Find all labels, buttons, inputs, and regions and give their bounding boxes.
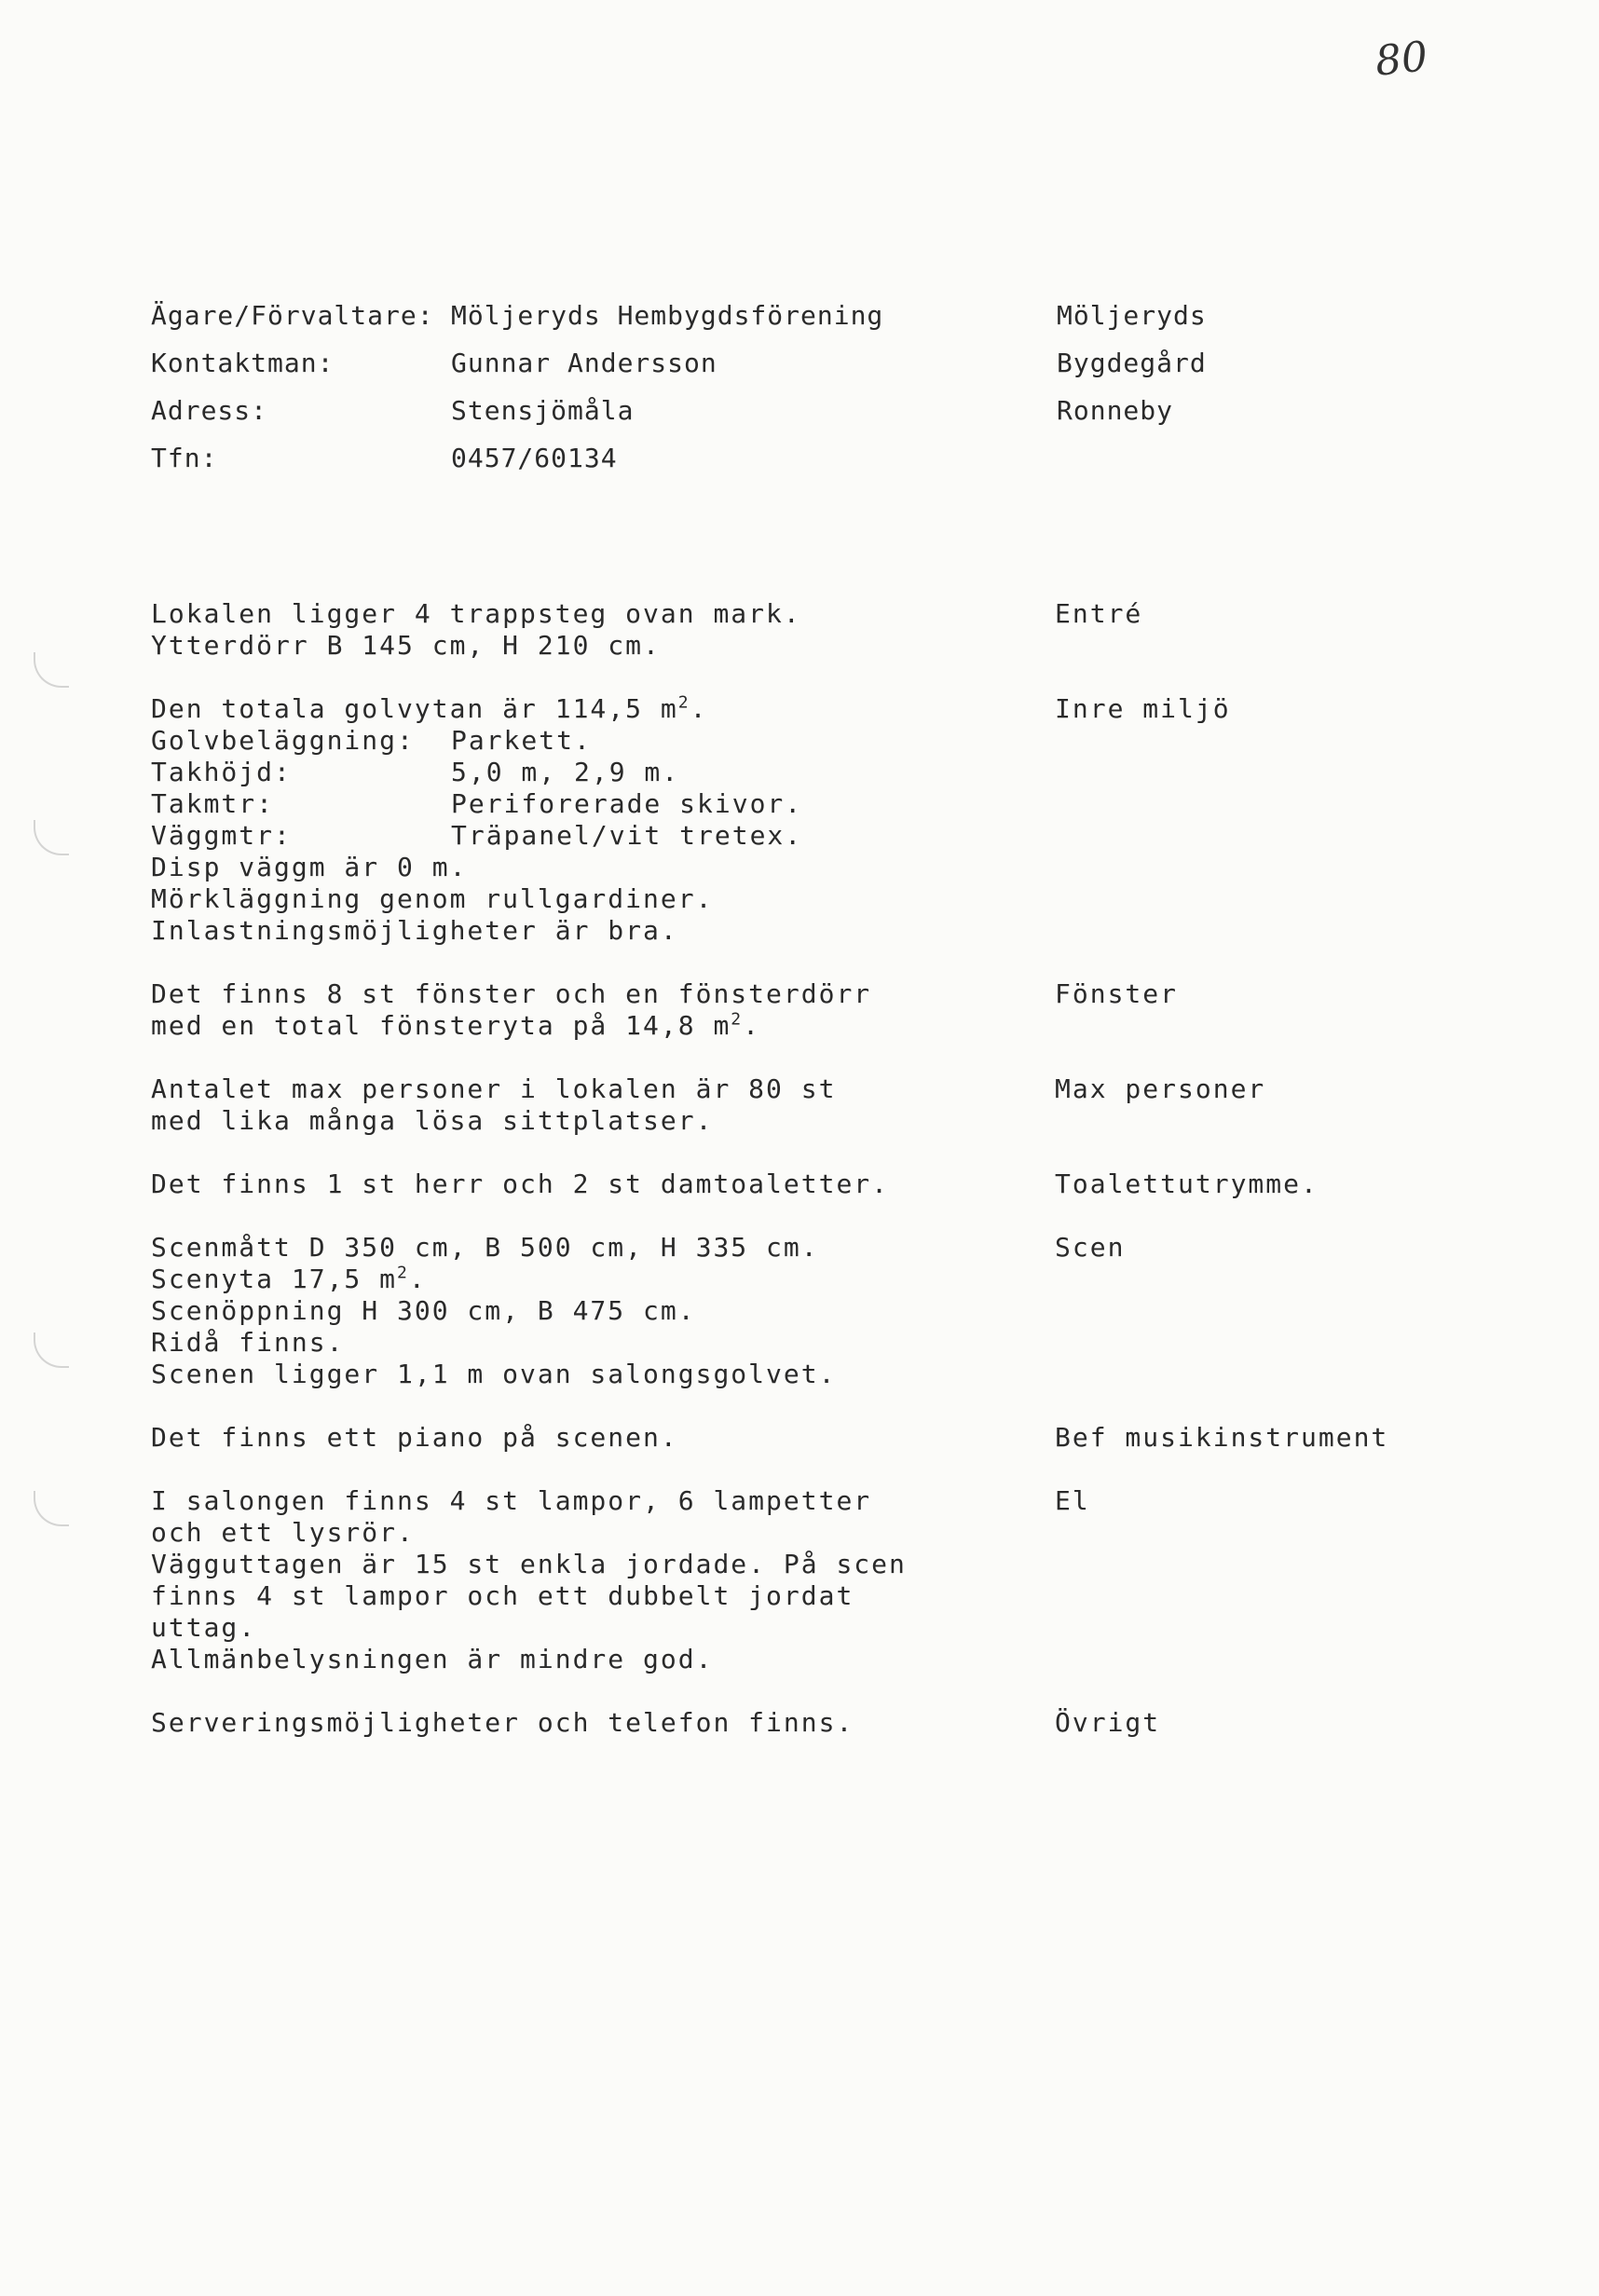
toalett-title: Toalettutrymme. [1055,1168,1319,1199]
scen-line [151,1264,1055,1295]
inre-value: Periforerade skivor. [451,788,803,819]
scen-text: Scenyta 17,5 m [151,1264,398,1294]
ovrigt-title: Övrigt [1055,1707,1161,1738]
scen-line: Ridå finns. [151,1327,345,1358]
inre-line: Inlastningsmöjligheter är bra. [151,915,678,946]
max-title: Max personer [1055,1073,1266,1104]
el-line: uttag. [151,1612,257,1643]
el-line: och ett lysrör. [151,1517,415,1548]
inre-line: Mörkläggning genom rullgardiner. [151,883,714,914]
max-line: med lika många lösa sittplatser. [151,1105,714,1136]
inre-pair [151,788,1055,820]
entre-line: Lokalen ligger 4 trappsteg ovan mark. [151,598,801,629]
inre-pair [151,820,1055,852]
golvyta-text: Den totala golvytan är 114,5 m [151,693,678,724]
header-row [151,443,1429,490]
scen-title: Scen [1055,1232,1126,1263]
section-toalett [151,1168,1456,1200]
inre-key: Golvbeläggning: [151,725,415,756]
inre-value: Parkett. [451,725,592,756]
inre-pair [151,725,1055,757]
el-title: El [1055,1485,1090,1516]
inre-key: Väggmtr: [151,820,292,851]
fonster-line: Det finns 8 st fönster och en fönsterdörr [151,978,872,1009]
inre-title: Inre miljö [1055,693,1231,724]
entre-line: Ytterdörr B 145 cm, H 210 cm. [151,630,661,661]
header-value: 0457/60134 [451,443,618,473]
inre-key: Takmtr: [151,788,275,819]
header-value: Gunnar Andersson [451,348,718,378]
el-line: Vägguttagen är 15 st enkla jordade. På scen [151,1549,907,1579]
page-number: 80 [1373,33,1430,86]
punch-hole-mark [34,652,69,688]
inre-line: Disp väggm är 0 m. [151,852,468,882]
fonster-title: Fönster [1055,978,1179,1009]
fonster-sup: 2 [731,1009,744,1030]
entre-title: Entré [1055,598,1143,629]
golvyta-end: . [690,693,708,724]
header-row [151,348,1429,395]
header-label: Kontaktman: [151,348,335,378]
max-line: Antalet max personer i lokalen är 80 st [151,1073,837,1104]
el-line: I salongen finns 4 st lampor, 6 lampetter [151,1485,872,1516]
section-inre-miljo [151,693,1456,947]
musik-title: Bef musikinstrument [1055,1422,1389,1453]
header-side: Möljeryds [1057,300,1207,331]
scen-sup: 2 [397,1263,409,1283]
golvyta-sup: 2 [677,692,690,713]
golvyta-line [151,693,1055,725]
document-body [151,598,1456,1739]
section-entre [151,598,1456,662]
fonster-end: . [743,1010,760,1041]
ovrigt-line: Serveringsmöjligheter och telefon finns. [151,1707,854,1738]
section-scen [151,1232,1456,1390]
scen-line: Scenöppning H 300 cm, B 475 cm. [151,1295,696,1326]
section-fonster [151,978,1456,1042]
el-line: finns 4 st lampor och ett dubbelt jordat [151,1580,854,1611]
header-row [151,395,1429,443]
scen-line: Scenen ligger 1,1 m ovan salongsgolvet. [151,1359,837,1389]
header-side: Bygdegård [1057,348,1207,378]
punch-hole-mark [34,820,69,855]
section-ovrigt [151,1707,1456,1739]
section-el [151,1485,1456,1675]
inre-value: 5,0 m, 2,9 m. [451,757,680,787]
header-value: Möljeryds Hembygdsförening [451,300,884,331]
fonster-line [151,1010,1055,1042]
scen-end: . [408,1264,427,1294]
section-max-personer [151,1073,1456,1137]
musik-line: Det finns ett piano på scenen. [151,1422,678,1453]
header-label: Adress: [151,395,268,426]
inre-key: Takhöjd: [151,757,292,787]
punch-hole-mark [34,1491,69,1526]
fonster-text: med en total fönsteryta på 14,8 m [151,1010,731,1041]
header-side: Ronneby [1057,395,1174,426]
punch-hole-mark [34,1332,69,1368]
header-label: Ägare/Förvaltare: [151,300,434,331]
scen-line: Scenmått D 350 cm, B 500 cm, H 335 cm. [151,1232,819,1263]
inre-pair [151,757,1055,788]
section-musikinstrument [151,1422,1456,1454]
toalett-line: Det finns 1 st herr och 2 st damtoaletter. [151,1168,890,1199]
el-line: Allmänbelysningen är mindre god. [151,1644,714,1674]
header-label: Tfn: [151,443,218,473]
inre-value: Träpanel/vit tretex. [451,820,803,851]
header-block [151,300,1429,490]
header-value: Stensjömåla [451,395,635,426]
header-row [151,300,1429,348]
